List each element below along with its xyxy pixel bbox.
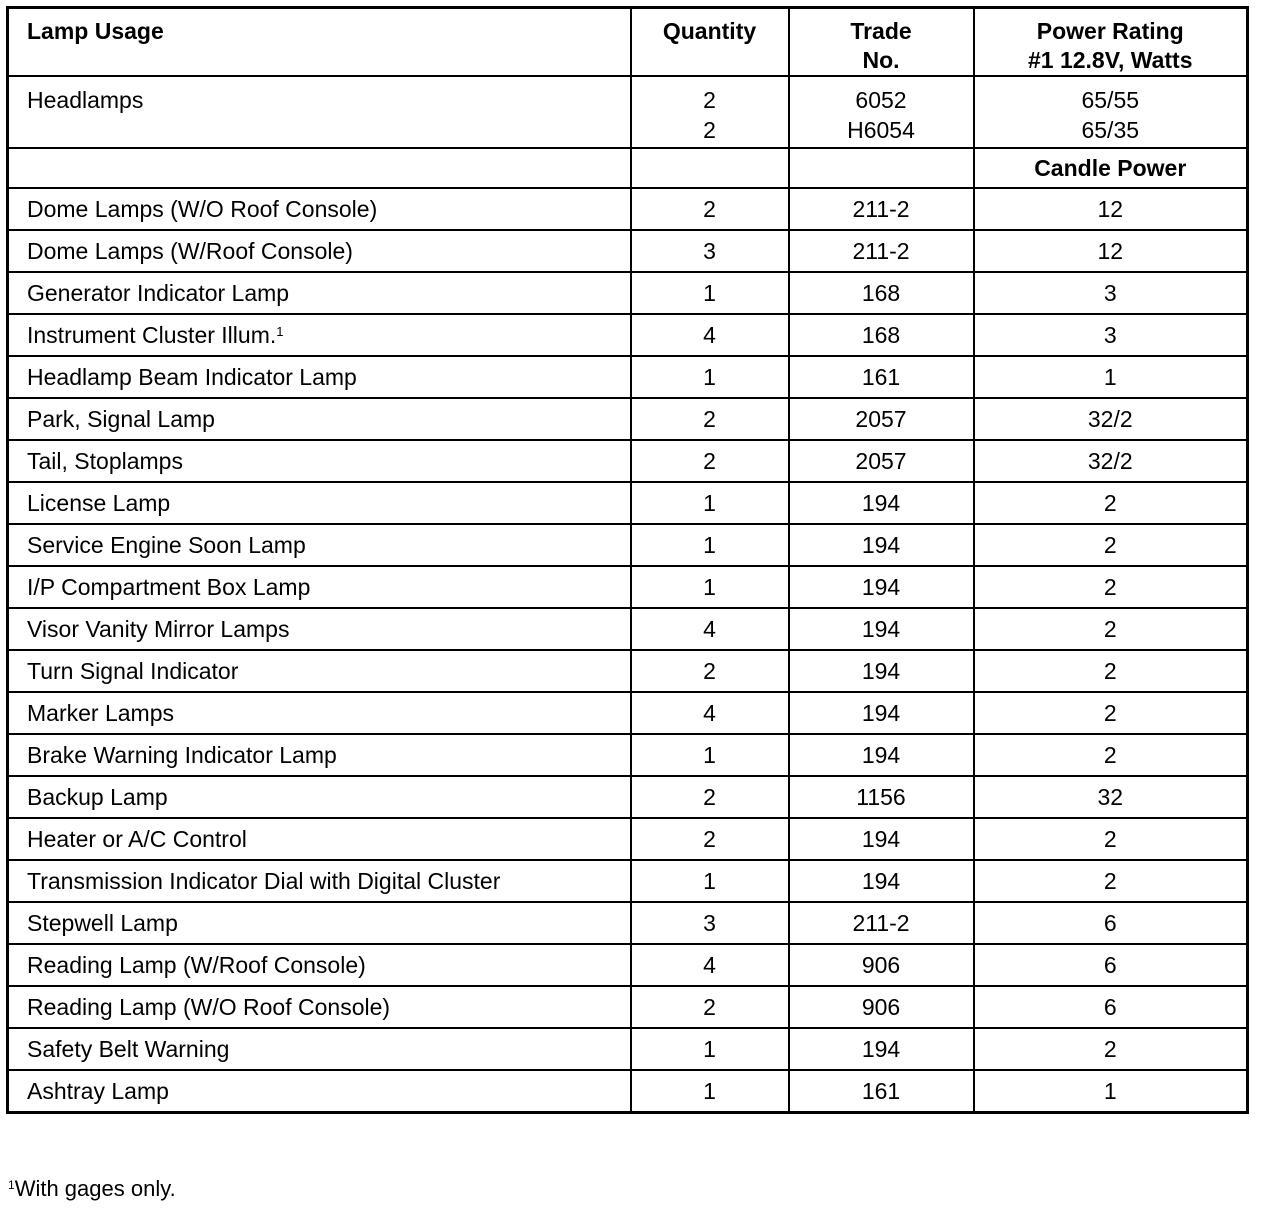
lamp-usage-cell — [8, 734, 631, 776]
lamp-usage-text: I/P Compartment Box Lamp — [27, 574, 311, 600]
candle-power-cell: 2 — [974, 566, 1248, 608]
headlamps-power-1: 65/55 — [1081, 87, 1140, 113]
table-row — [8, 860, 1248, 902]
trade-no-cell: 194 — [789, 482, 974, 524]
candle-power-cell: 2 — [974, 818, 1248, 860]
table-row — [8, 188, 1248, 230]
trade-no-cell: 2057 — [789, 398, 974, 440]
header-trade-line1: Trade — [850, 18, 912, 44]
quantity-cell: 2 — [631, 188, 789, 230]
quantity-cell: 4 — [631, 944, 789, 986]
table-row — [8, 398, 1248, 440]
candle-power-cell: 2 — [974, 1028, 1248, 1070]
lamp-usage-cell — [8, 272, 631, 314]
candle-power-cell: 32/2 — [974, 398, 1248, 440]
quantity-cell: 2 — [631, 776, 789, 818]
lamp-usage-cell — [8, 944, 631, 986]
quantity-cell: 4 — [631, 692, 789, 734]
lamp-usage-text: Dome Lamps (W/O Roof Console) — [27, 196, 378, 222]
trade-no-cell: 211-2 — [789, 902, 974, 944]
quantity-cell: 1 — [631, 860, 789, 902]
candle-power-cell: 6 — [974, 986, 1248, 1028]
lamp-usage-text: Instrument Cluster Illum. — [27, 322, 277, 348]
quantity-cell: 4 — [631, 608, 789, 650]
lamp-usage-text: Reading Lamp (W/O Roof Console) — [27, 994, 391, 1020]
headlamps-usage: Headlamps — [8, 76, 631, 148]
trade-no-cell: 194 — [789, 692, 974, 734]
header-power-line2: #1 12.8V, Watts — [1027, 47, 1193, 73]
table-row — [8, 692, 1248, 734]
headlamps-quantity — [631, 76, 789, 148]
lamp-usage-cell — [8, 398, 631, 440]
table-row — [8, 944, 1248, 986]
table-row — [8, 230, 1248, 272]
candle-power-cell: 32/2 — [974, 440, 1248, 482]
quantity-cell: 4 — [631, 314, 789, 356]
lamp-usage-text: Turn Signal Indicator — [27, 658, 239, 684]
candle-power-cell: 2 — [974, 692, 1248, 734]
lamp-usage-cell — [8, 314, 631, 356]
headlamps-quantity-2: 2 — [703, 117, 716, 143]
trade-no-cell: 194 — [789, 566, 974, 608]
candle-power-cell: 3 — [974, 272, 1248, 314]
lamp-usage-text: Ashtray Lamp — [27, 1078, 169, 1104]
candle-power-cell: 2 — [974, 482, 1248, 524]
table-row — [8, 524, 1248, 566]
lamp-usage-text: Heater or A/C Control — [27, 826, 247, 852]
candle-power-cell: 1 — [974, 1070, 1248, 1113]
footnote-reference-mark: 1 — [276, 324, 284, 339]
trade-no-cell: 194 — [789, 608, 974, 650]
lamp-usage-text: Marker Lamps — [27, 700, 174, 726]
table-row — [8, 776, 1248, 818]
table-row — [8, 608, 1248, 650]
trade-no-cell: 2057 — [789, 440, 974, 482]
table-row — [8, 440, 1248, 482]
lamp-usage-cell — [8, 986, 631, 1028]
trade-no-cell: 906 — [789, 944, 974, 986]
header-power-rating — [974, 8, 1248, 77]
trade-no-cell: 194 — [789, 1028, 974, 1070]
quantity-cell: 2 — [631, 818, 789, 860]
trade-no-cell: 168 — [789, 314, 974, 356]
trade-no-cell: 194 — [789, 650, 974, 692]
candle-power-cell: 1 — [974, 356, 1248, 398]
trade-no-cell: 194 — [789, 734, 974, 776]
quantity-cell: 1 — [631, 1070, 789, 1113]
headlamps-trade-2: H6054 — [847, 117, 915, 143]
quantity-cell: 1 — [631, 1028, 789, 1070]
lamp-usage-cell — [8, 860, 631, 902]
quantity-cell: 3 — [631, 902, 789, 944]
headlamps-power-2: 65/35 — [1081, 117, 1140, 143]
lamp-specification-table — [6, 6, 1249, 1114]
footnote — [8, 1174, 176, 1204]
quantity-cell: 2 — [631, 650, 789, 692]
table-row — [8, 734, 1248, 776]
quantity-cell: 2 — [631, 398, 789, 440]
quantity-cell: 2 — [631, 440, 789, 482]
trade-no-cell: 211-2 — [789, 188, 974, 230]
subheader-candle-power: Candle Power — [974, 148, 1248, 188]
trade-no-cell: 906 — [789, 986, 974, 1028]
lamp-usage-cell — [8, 188, 631, 230]
subheader-empty-trade — [789, 148, 974, 188]
table-row — [8, 482, 1248, 524]
trade-no-cell: 194 — [789, 524, 974, 566]
lamp-usage-text: Reading Lamp (W/Roof Console) — [27, 952, 366, 978]
candle-power-cell: 2 — [974, 734, 1248, 776]
lamp-usage-cell — [8, 230, 631, 272]
lamp-usage-cell — [8, 440, 631, 482]
candle-power-cell: 2 — [974, 860, 1248, 902]
headlamps-power — [974, 76, 1248, 148]
lamp-usage-cell — [8, 482, 631, 524]
lamp-usage-text: Backup Lamp — [27, 784, 168, 810]
lamp-usage-text: Dome Lamps (W/Roof Console) — [27, 238, 353, 264]
lamp-usage-cell — [8, 524, 631, 566]
table-row-headlamps — [8, 76, 1248, 148]
lamp-usage-cell — [8, 1070, 631, 1113]
lamp-usage-text: License Lamp — [27, 490, 171, 516]
lamp-usage-cell — [8, 818, 631, 860]
header-trade-line2: No. — [862, 47, 900, 73]
lamp-usage-cell — [8, 566, 631, 608]
candle-power-cell: 2 — [974, 608, 1248, 650]
table-row — [8, 1070, 1248, 1113]
candle-power-cell: 2 — [974, 650, 1248, 692]
quantity-cell: 3 — [631, 230, 789, 272]
candle-power-cell: 3 — [974, 314, 1248, 356]
lamp-usage-cell — [8, 608, 631, 650]
candle-power-cell: 32 — [974, 776, 1248, 818]
trade-no-cell: 161 — [789, 1070, 974, 1113]
trade-no-cell: 168 — [789, 272, 974, 314]
lamp-usage-cell — [8, 1028, 631, 1070]
lamp-usage-text: Tail, Stoplamps — [27, 448, 183, 474]
table-row — [8, 902, 1248, 944]
quantity-cell: 1 — [631, 356, 789, 398]
lamp-usage-cell — [8, 902, 631, 944]
headlamps-trade — [789, 76, 974, 148]
header-trade-no — [789, 8, 974, 77]
candle-power-cell: 6 — [974, 944, 1248, 986]
candle-power-cell: 12 — [974, 188, 1248, 230]
table-row — [8, 356, 1248, 398]
lamp-usage-text: Stepwell Lamp — [27, 910, 178, 936]
lamp-usage-text: Service Engine Soon Lamp — [27, 532, 306, 558]
header-row — [8, 8, 1248, 77]
quantity-cell: 1 — [631, 524, 789, 566]
lamp-usage-text: Visor Vanity Mirror Lamps — [27, 616, 290, 642]
trade-no-cell: 211-2 — [789, 230, 974, 272]
lamp-usage-text: Generator Indicator Lamp — [27, 280, 290, 306]
quantity-cell: 1 — [631, 566, 789, 608]
candle-power-cell: 6 — [974, 902, 1248, 944]
footnote-mark: 1 — [8, 1178, 15, 1192]
table-row — [8, 986, 1248, 1028]
lamp-usage-cell — [8, 692, 631, 734]
header-power-line1: Power Rating — [1036, 18, 1184, 44]
trade-no-cell: 161 — [789, 356, 974, 398]
table-row — [8, 272, 1248, 314]
candle-power-cell: 2 — [974, 524, 1248, 566]
header-lamp-usage: Lamp Usage — [8, 8, 631, 77]
footnote-text: With gages only. — [14, 1176, 176, 1201]
headlamps-trade-1: 6052 — [855, 87, 907, 113]
trade-no-cell: 1156 — [789, 776, 974, 818]
lamp-usage-cell — [8, 776, 631, 818]
candle-power-subheader-row — [8, 148, 1248, 188]
lamp-usage-text: Brake Warning Indicator Lamp — [27, 742, 337, 768]
lamp-usage-text: Transmission Indicator Dial with Digital Cluster — [27, 868, 501, 894]
subheader-empty-quantity — [631, 148, 789, 188]
quantity-cell: 1 — [631, 734, 789, 776]
lamp-usage-text: Safety Belt Warning — [27, 1036, 230, 1062]
table-row — [8, 314, 1248, 356]
quantity-cell: 1 — [631, 482, 789, 524]
subheader-empty-usage — [8, 148, 631, 188]
table-row — [8, 818, 1248, 860]
candle-power-cell: 12 — [974, 230, 1248, 272]
header-quantity: Quantity — [631, 8, 789, 77]
lamp-usage-cell — [8, 356, 631, 398]
trade-no-cell: 194 — [789, 818, 974, 860]
quantity-cell: 2 — [631, 986, 789, 1028]
headlamps-quantity-1: 2 — [703, 87, 716, 113]
table-row — [8, 1028, 1248, 1070]
table-row — [8, 566, 1248, 608]
trade-no-cell: 194 — [789, 860, 974, 902]
lamp-usage-text: Park, Signal Lamp — [27, 406, 215, 432]
table-row — [8, 650, 1248, 692]
lamp-usage-cell — [8, 650, 631, 692]
quantity-cell: 1 — [631, 272, 789, 314]
lamp-usage-text: Headlamp Beam Indicator Lamp — [27, 364, 357, 390]
